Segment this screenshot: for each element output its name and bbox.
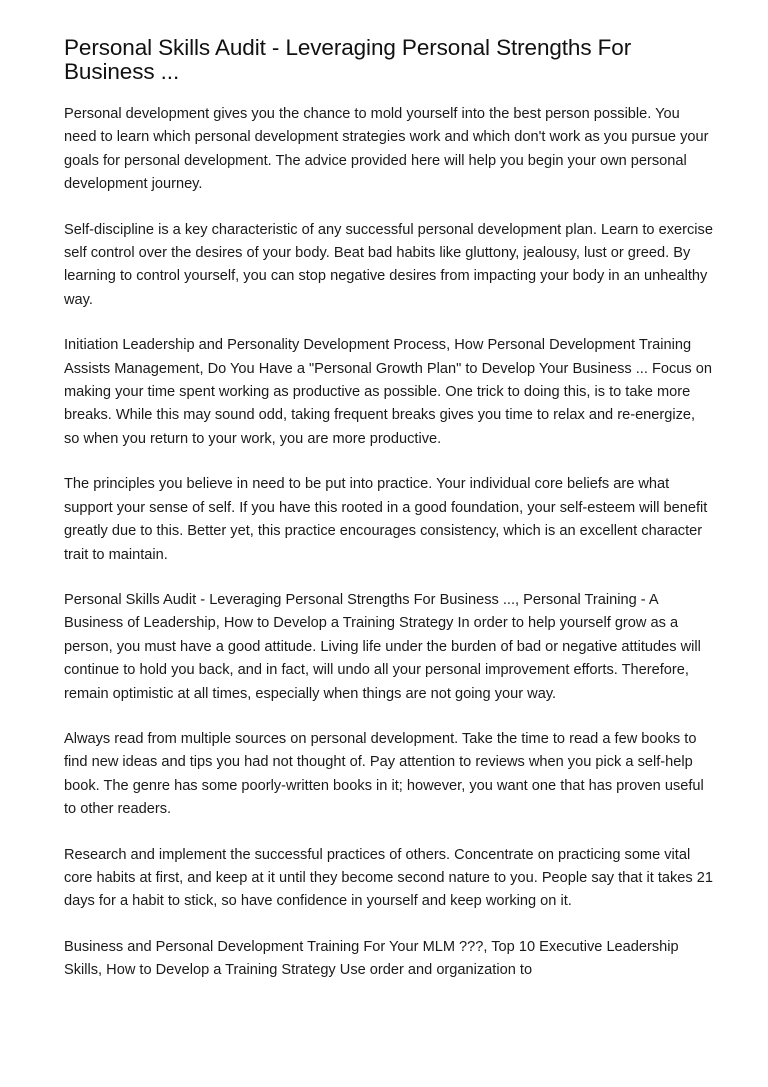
document-page [64,0,714,1087]
document-title: Personal Skills Audit - Leveraging Personal Strengths For Business ... [64,35,632,84]
paragraph-2: Self-discipline is a key characteristic of any successful personal development plan. Learn to exercise self control over the desires of your body. Beat bad habits like gluttony, jealousy, lust or greed. By learning to control yourself, you can stop negative desires from impacting your body in an unhealthy way. [64,221,713,308]
paragraph-7: Research and implement the successful practices of others. Concentrate on practicing some vital core habits at first, and keep at it until they become second nature to you. People say that it takes 21 days for a habit to stick, so have confidence in yourself and keep working on it. [64,846,713,910]
paragraph-6: Always read from multiple sources on personal development. Take the time to read a few books to find new ideas and tips you had not thought of. Pay attention to reviews when you pick a self-help book. The genre has some poorly-written books in it; however, you want one that has proven useful to other readers. [64,730,704,818]
paragraph-8: Business and Personal Development Training For Your MLM ???, Top 10 Executive Leadership Skills, How to Develop a Training Strategy Use order and organization to [64,938,679,979]
paragraph-5: Personal Skills Audit - Leveraging Personal Strengths For Business ..., Personal Training - A Business of Leadership, How to Develop a Training Strategy In order to help yourself grow as a person, you must have a good attitude. Living life under the burden of bad or negative attitudes will continue to hold you back, and in fact, will undo all your personal improvement efforts. Therefore, remain optimistic at all times, especially when things are not going your way. [64,591,701,702]
paragraph-1: Personal development gives you the chance to mold yourself into the best person possible. You need to learn which personal development strategies work and which don't work as you pursue your goals for personal development. The advice provided here will help you begin your own personal development journey. [64,106,709,193]
paragraph-4: The principles you believe in need to be put into practice. Your individual core beliefs are what support your sense of self. If you have this rooted in a good foundation, your self-esteem will benefit greatly due to this. Better yet, this practice encourages consistency, which is an excellent character trait to maintain. [64,476,708,563]
paragraph-3: Initiation Leadership and Personality Development Process, How Personal Development Training Assists Management, Do You Have a "Personal Growth Plan" to Develop Your Business ... Focus on making your time spent working as productive as possible. One trick to doing this, is to take more breaks. While this may sound odd, taking frequent breaks gives you time to relax and re-energize, so when you return to your work, you are more productive. [64,337,712,447]
